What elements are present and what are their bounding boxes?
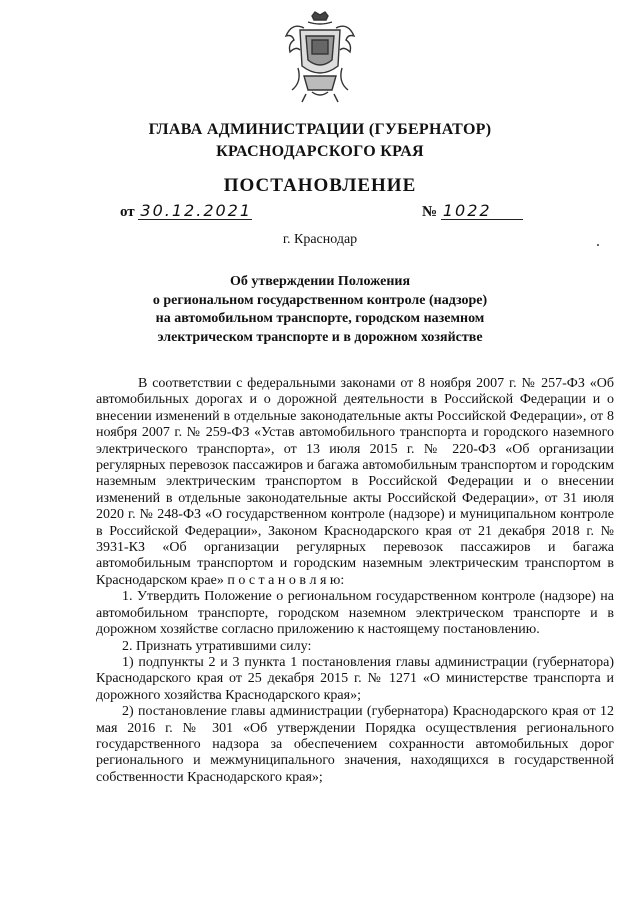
title-line-2: о региональном государственном контроле (надзоре) [152,292,488,308]
number-label: № [422,204,438,220]
city-line: г. Краснодар [282,232,358,247]
number-field [422,203,523,221]
item-2-2-paragraph: 2) постановление главы администрации (губернатора) Краснодарского края от 12 мая 2016 г. № 301 «Об утверждении Порядка осуществления регионального государственного надзора за обеспечением сохранности автомобильных дорог регионального и межмуниципального значения, находящихся в государственной собственности Краснодарского края»; [96,704,614,785]
number-value: 1022 [441,203,523,220]
title-line-4: электрическом транспорте и в дорожном хозяйстве [157,329,483,345]
date-field [120,203,252,221]
title-line-3: на автомобильном транспорте, городском наземном [155,311,485,326]
preamble-paragraph [96,376,614,589]
item-1-paragraph: 1. Утвердить Положение о региональном государственном контроле (надзоре) на автомобильном транспорте, городском наземном электрическом транспорте и в дорожном хозяйстве согласно приложению к настоящему постановлению. [96,589,614,638]
document-title [120,273,520,347]
authority-line-1: ГЛАВА АДМИНИСТРАЦИИ (ГУБЕРНАТОР) [148,121,492,138]
decree-word: п о с т а н о в л я ю: [227,572,345,588]
authority-line-2: КРАСНОДАРСКОГО КРАЯ [216,143,424,160]
preamble-text: В соответствии с федеральными законами от 8 ноября 2007 г. № 257-ФЗ «Об автомобильных дорогах и о дорожной деятельности в Российской Федерации и о внесении изменений в отдельные законодательные акты Российской Федерации», от 8 ноября 2007 г. № 259-ФЗ «Устав автомобильного транспорта и городского наземного электрического транспорта», от 13 июля 2015 г. № 220-ФЗ «Об организации регулярных перевозок пассажиров и багажа автомобильным транспортом и городским наземным электрическим транспортом в Российской Федерации и о внесении изменений в отдельные законодательные акты Российской Федерации», от 31 июля 2020 г. № 248-ФЗ «О государственном контроле (надзоре) и муниципальном контроле в Российской Федерации», Законом Краснодарского края от 21 декабря 2018 г. № 3931-КЗ «Об организации регулярных перевозок пассажиров и багажа автомобильным транспортом и городским наземным электрическим транспортом в Краснодарском крае» [96,376,614,588]
scan-dot [597,244,599,246]
date-label: от [120,204,135,220]
title-line-1: Об утверждении Положения [229,274,411,289]
document-body [96,376,614,786]
item-2-1-paragraph: 1) подпункты 2 и 3 пункта 1 постановления главы администрации (губернатора) Краснодарского края от 25 декабря 2015 г. № 1271 «О министерстве транспорта и дорожного хозяйства Краснодарского края»; [96,654,614,703]
document-type-heading: ПОСТАНОВЛЕНИЕ [223,175,417,196]
date-value: 30.12.2021 [140,201,253,220]
coat-of-arms-icon [282,10,358,106]
item-2-paragraph: 2. Признать утратившими силу: [122,638,312,654]
